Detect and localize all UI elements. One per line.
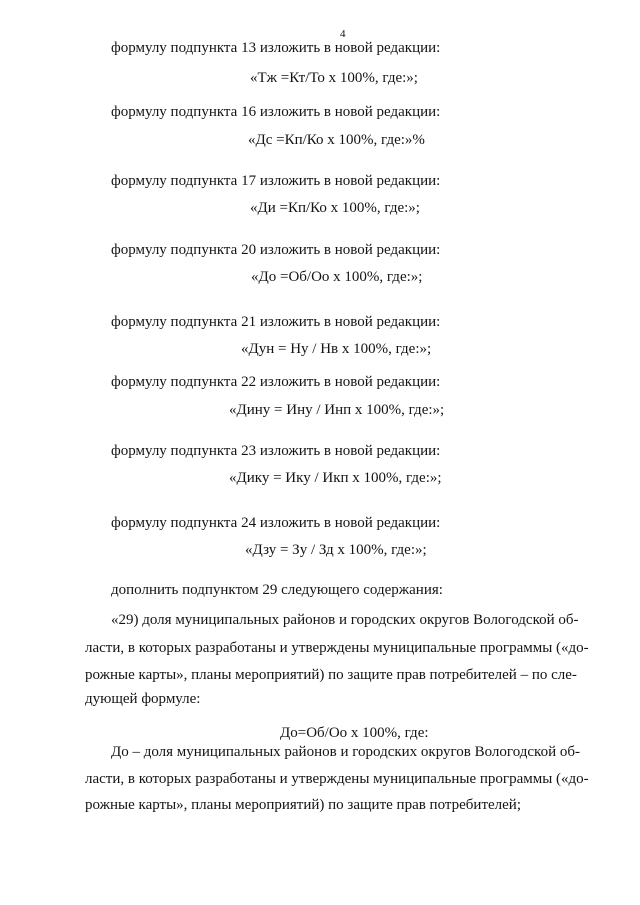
amendment-instruction-24: формулу подпункта 24 изложить в новой редакции: [111,515,441,531]
amendment-instruction-21: формулу подпункта 21 изложить в новой редакции: [111,314,441,330]
addition-para2-line-2: ласти, в которых разработаны и утверждены муниципальные программы («до- [85,771,589,787]
addition-para1-line-4: дующей формуле: [85,691,201,707]
amendment-formula-17: «Ди =Кп/Ко х 100%, где:»; [250,200,420,216]
amendment-instruction-22: формулу подпункта 22 изложить в новой редакции: [111,374,441,390]
amendment-instruction-13: формулу подпункта 13 изложить в новой редакции: [111,40,441,56]
addition-para2-line-3: рожные карты», планы мероприятий) по защите прав потребителей; [85,797,521,813]
amendment-formula-13: «Тж =Кт/То х 100%, где:»; [250,70,418,86]
amendment-instruction-16: формулу подпункта 16 изложить в новой редакции: [111,104,441,120]
addition-para1-line-1: «29) доля муниципальных районов и городских округов Вологодской об- [111,612,579,628]
amendment-formula-16: «Дс =Кп/Ко х 100%, где:»% [248,132,425,148]
addition-para2-line-1: До – доля муниципальных районов и городских округов Вологодской об- [111,744,580,760]
amendment-formula-21: «Дун = Ну / Нв х 100%, где:»; [241,341,432,357]
amendment-formula-22: «Дину = Ину / Инп х 100%, где:»; [229,402,445,418]
amendment-formula-20: «До =Об/Оо х 100%, где:»; [251,269,423,285]
amendment-formula-24: «Дзу = Зу / Зд х 100%, где:»; [245,542,427,558]
amendment-instruction-17: формулу подпункта 17 изложить в новой редакции: [111,173,441,189]
addition-para1-line-3: рожные карты», планы мероприятий) по защите прав потребителей – по сле- [85,667,577,683]
amendment-formula-23: «Дику = Ику / Икп х 100%, где:»; [229,470,442,486]
amendment-instruction-23: формулу подпункта 23 изложить в новой редакции: [111,443,441,459]
addition-para1-line-2: ласти, в которых разработаны и утверждены муниципальные программы («до- [85,640,589,656]
amendment-instruction-20: формулу подпункта 20 изложить в новой редакции: [111,242,441,258]
page-number: 4 [340,28,346,40]
addition-formula: До=Об/Оо х 100%, где: [280,725,429,741]
addition-intro: дополнить подпунктом 29 следующего содержания: [111,582,443,598]
